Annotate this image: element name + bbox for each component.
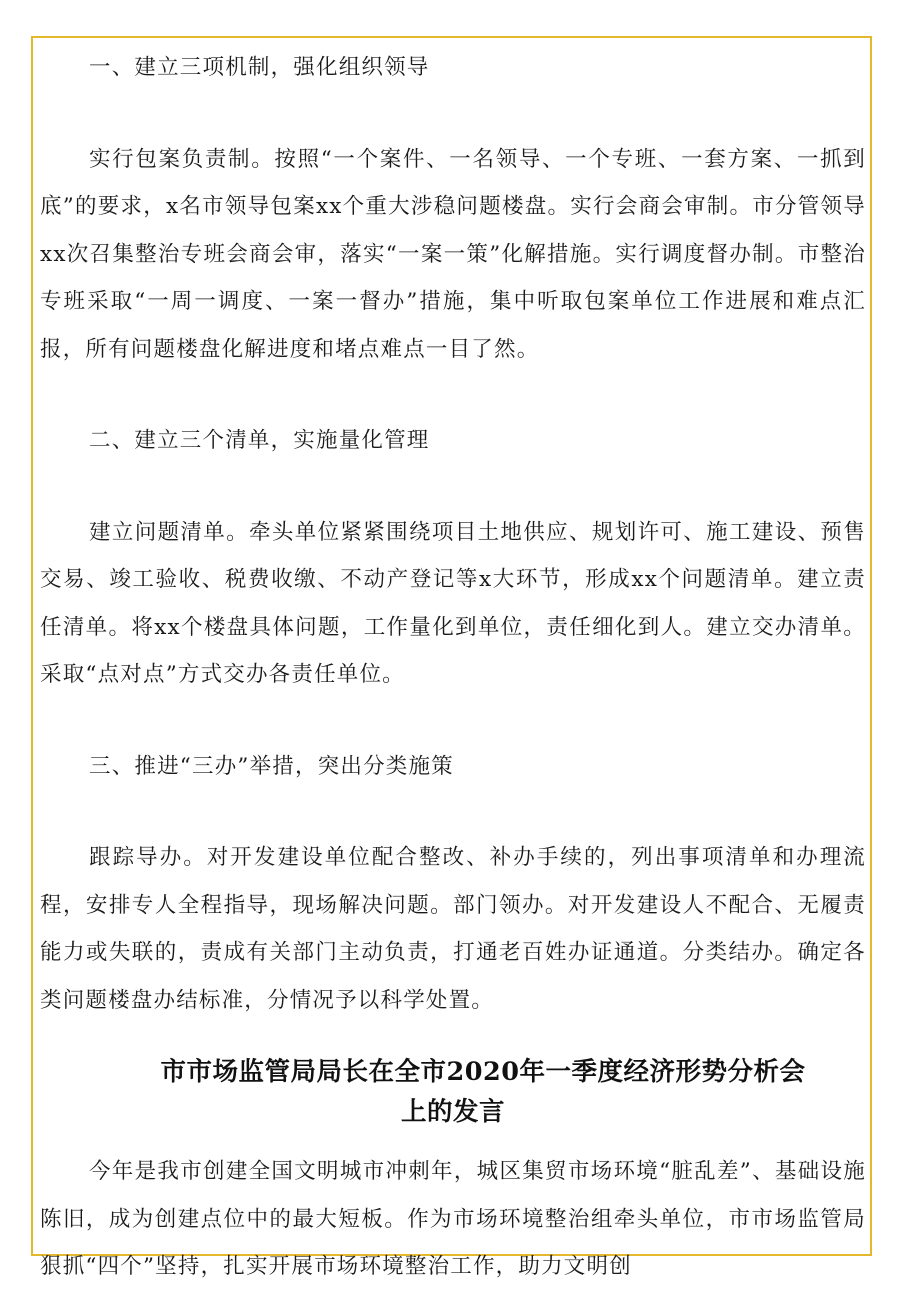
article-title-line-2: 上的发言 — [400, 1097, 505, 1127]
spacer — [40, 373, 866, 417]
section-2-paragraph: 建立问题清单。牵头单位紧紧围绕项目土地供应、规划许可、施工建设、预售交易、竣工验收、税费收缴、不动产登记等x大环节，形成xx个问题清单。建立责任清单。将xx个楼盘具体问题，工作量化到单位，责任细化到人。建立交办清单。采取“点对点”方式交办各责任单位。 — [40, 519, 866, 687]
section-3-heading: 三、推进“三办”举措，突出分类施策 — [89, 753, 454, 779]
section-1-paragraph: 实行包案负责制。按照“一个案件、一名领导、一个专班、一套方案、一抓到底”的要求，x名市领导包案xx个重大涉稳问题楼盘。实行会商会审制。市分管领导xx次召集整治专班会商会审，落实“一案一策”化解措施。实行调度督办制。市整治专班采取“一周一调度、一案一督办”措施，集中听取包案单位工作进展和难点汇报，所有问题楼盘化解进度和堵点难点一目了然。 — [40, 146, 866, 362]
section-2-heading: 二、建立三个清单，实施量化管理 — [89, 428, 430, 453]
section-3-paragraph: 跟踪导办。对开发建设单位配合整改、补办手续的，列出事项清单和办理流程，安排专人全程指导，现场解决问题。部门领办。对开发建设人不配合、无履责能力或失联的，责成有关部门主动负责，打通老百姓办证通道。分类结办。确定各类问题楼盘办结标准，分情况予以科学处置。 — [40, 845, 866, 1013]
spacer — [40, 465, 866, 509]
article-title — [40, 1052, 866, 1132]
spacer — [40, 790, 866, 834]
spacer — [40, 92, 866, 136]
article-title-line-1: 市市场监管局局长在全市2020年一季度经济形势分析会 — [160, 1057, 806, 1087]
spacer — [40, 699, 866, 743]
article-paragraph: 今年是我市创建全国文明城市冲刺年，城区集贸市场环境“脏乱差”、基础设施陈旧，成为创建点位中的最大短板。作为市场环境整治组牵头单位，市市场监管局狠抓“四个”坚持，扎实开展市场环境整治工作，助力文明创 — [40, 1159, 866, 1279]
section-1-heading: 一、建立三项机制，强化组织领导 — [89, 55, 430, 80]
document-body — [40, 44, 866, 1291]
